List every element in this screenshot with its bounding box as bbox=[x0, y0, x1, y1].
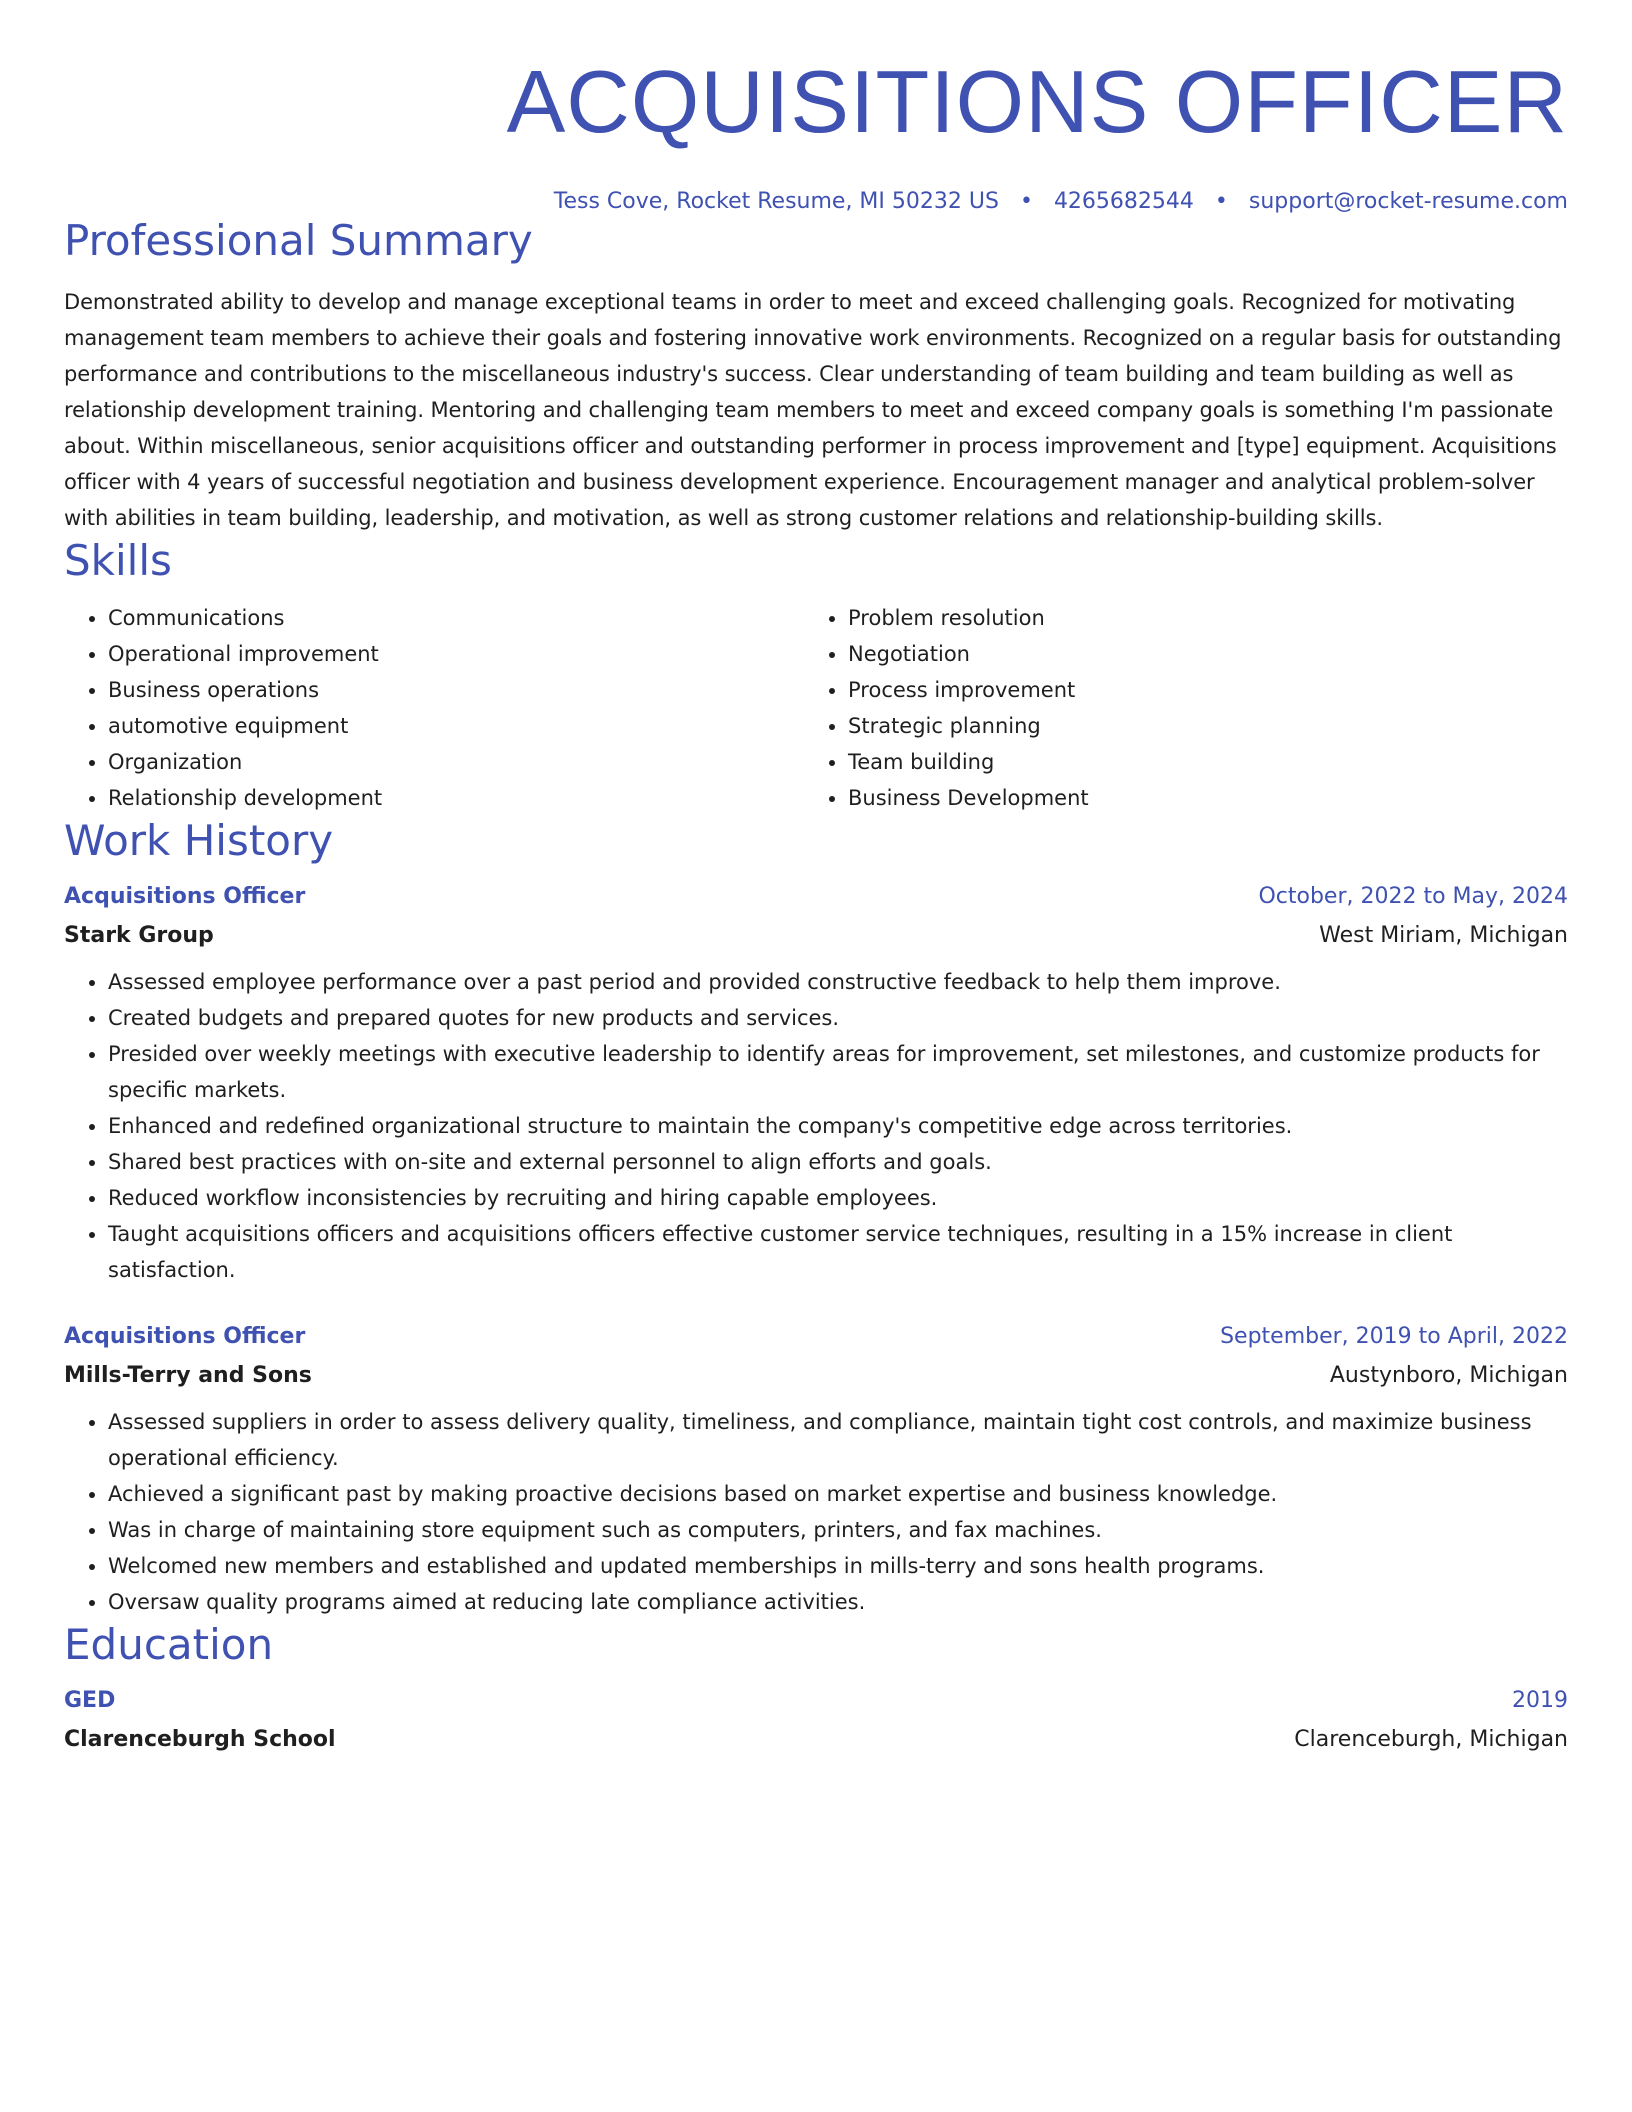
contact-separator: • bbox=[1019, 189, 1033, 214]
education-school: Clarenceburgh School bbox=[64, 1727, 336, 1752]
job-bullet: • Assessed employee performance over a past period and provided constructive feedback to help them improve. bbox=[108, 964, 1568, 1000]
education-year: 2019 bbox=[1512, 1688, 1568, 1713]
skill-item: • Team building bbox=[848, 744, 1544, 780]
skills-column-left bbox=[64, 600, 804, 816]
resume-header bbox=[64, 0, 1568, 216]
job-bullet: • Created budgets and prepared quotes for new products and services. bbox=[108, 1000, 1568, 1036]
skill-item: • Process improvement bbox=[848, 672, 1544, 708]
job-bullet: • Presided over weekly meetings with executive leadership to identify areas for improvement, set milestones, and customize products for specific markets. bbox=[108, 1036, 1568, 1108]
job-bullet: • Shared best practices with on-site and external personnel to align efforts and goals. bbox=[108, 1144, 1568, 1180]
education-heading: Education bbox=[64, 1620, 274, 1669]
education-entry bbox=[64, 1682, 1568, 1760]
summary-text: Demonstrated ability to develop and manage exceptional teams in order to meet and exceed challenging goals. Recognized for motivating management team members to achieve their goals and fostering innovative work environments. Recognized on a regular basis for outstanding performance and contributions to the miscellaneous industry's success. Clear understanding of team building and team building as well as relationship development training. Mentoring and challenging team members to meet and exceed company goals is something I'm passionate about. Within miscellaneous, senior acquisitions officer and outstanding performer in process improvement and [type] equipment. Acquisitions officer with 4 years of successful negotiation and business development experience. Encouragement manager and analytical problem-solver with abilities in team building, leadership, and motivation, as well as strong customer relations and relationship-building skills. bbox=[64, 290, 1562, 530]
job-bullets bbox=[64, 964, 1568, 1288]
resume-name-title: ACQUISITIONS OFFICER bbox=[506, 52, 1568, 151]
skill-item: • Relationship development bbox=[108, 780, 804, 816]
skill-item: • Negotiation bbox=[848, 636, 1544, 672]
skills-column-right bbox=[804, 600, 1544, 816]
job-bullet: • Oversaw quality programs aimed at reducing late compliance activities. bbox=[108, 1584, 1568, 1620]
contact-address: Tess Cove, Rocket Resume, MI 50232 US bbox=[553, 189, 999, 214]
skills-heading: Skills bbox=[64, 536, 172, 585]
summary-heading: Professional Summary bbox=[64, 216, 533, 265]
job-company: Stark Group bbox=[64, 923, 214, 948]
job-dates: September, 2019 to April, 2022 bbox=[1220, 1324, 1568, 1349]
skill-item: • Organization bbox=[108, 744, 804, 780]
job-bullet: • Assessed suppliers in order to assess delivery quality, timeliness, and compliance, maintain tight cost controls, and maximize business operational efficiency. bbox=[108, 1404, 1568, 1476]
job-bullet: • Taught acquisitions officers and acquisitions officers effective customer service techniques, resulting in a 15% increase in client satisfaction. bbox=[108, 1216, 1568, 1288]
contact-email: support@rocket-resume.com bbox=[1248, 189, 1568, 214]
job-bullet: • Achieved a significant past by making proactive decisions based on market expertise and business knowledge. bbox=[108, 1476, 1568, 1512]
job-bullets bbox=[64, 1404, 1568, 1620]
contact-line bbox=[64, 188, 1568, 216]
work-history-heading: Work History bbox=[64, 816, 334, 865]
job-company: Mills-Terry and Sons bbox=[64, 1363, 312, 1388]
education-degree: GED bbox=[64, 1688, 116, 1713]
education-location: Clarenceburgh, Michigan bbox=[1294, 1727, 1568, 1752]
job-bullet: • Welcomed new members and established and updated memberships in mills-terry and sons health programs. bbox=[108, 1548, 1568, 1584]
skill-item: • automotive equipment bbox=[108, 708, 804, 744]
skill-item: • Problem resolution bbox=[848, 600, 1544, 636]
job-title: Acquisitions Officer bbox=[64, 884, 306, 909]
job-entry bbox=[64, 878, 1568, 1288]
job-entry bbox=[64, 1318, 1568, 1620]
job-location: Austynboro, Michigan bbox=[1329, 1363, 1568, 1388]
job-bullet: • Reduced workflow inconsistencies by recruiting and hiring capable employees. bbox=[108, 1180, 1568, 1216]
job-location: West Miriam, Michigan bbox=[1319, 923, 1568, 948]
job-dates: October, 2022 to May, 2024 bbox=[1258, 884, 1568, 909]
skill-item: • Strategic planning bbox=[848, 708, 1544, 744]
job-bullet: • Was in charge of maintaining store equipment such as computers, printers, and fax machines. bbox=[108, 1512, 1568, 1548]
contact-separator: • bbox=[1214, 189, 1228, 214]
skill-item: • Business operations bbox=[108, 672, 804, 708]
skills-list bbox=[64, 600, 1568, 816]
skill-item: • Operational improvement bbox=[108, 636, 804, 672]
skill-item: • Communications bbox=[108, 600, 804, 636]
job-bullet: • Enhanced and redefined organizational structure to maintain the company's competitive edge across territories. bbox=[108, 1108, 1568, 1144]
contact-phone: 4265682544 bbox=[1053, 189, 1194, 214]
job-title: Acquisitions Officer bbox=[64, 1324, 306, 1349]
skill-item: • Business Development bbox=[848, 780, 1544, 816]
